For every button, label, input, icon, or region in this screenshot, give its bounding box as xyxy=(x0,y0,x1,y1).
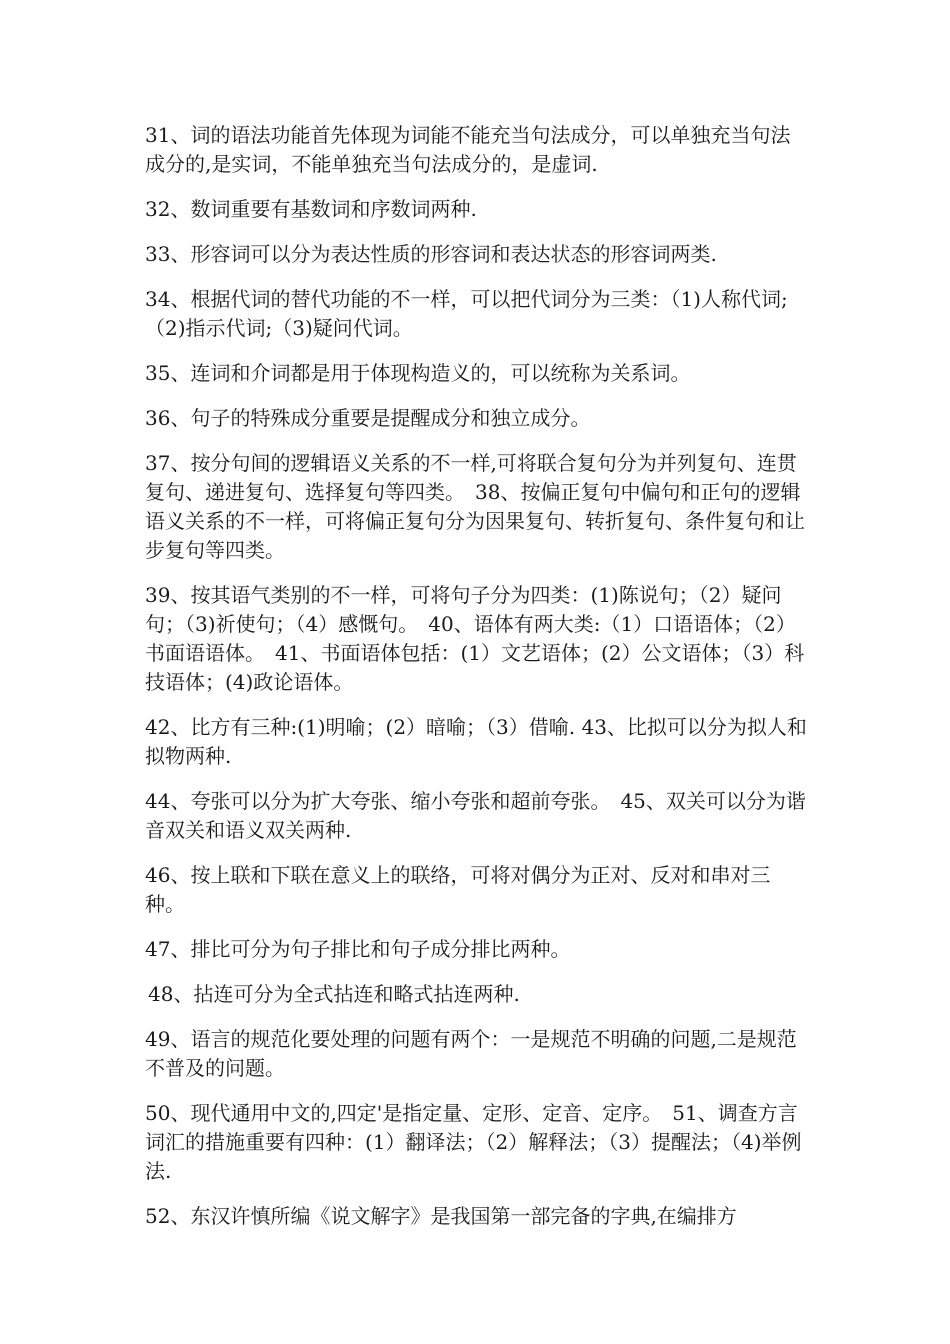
paragraph-50-51: 50、现代通用中文的,四定'是指定量、定形、定音、定序。 51、调查方言词汇的措施重要有四种：(1）翻译法；（2）解释法；（3）提醒法；（4)举例法. xyxy=(145,1101,802,1183)
document-body xyxy=(145,121,810,1247)
paragraph-42-43: 42、比方有三种:(1)明喻；(2）暗喻；（3）借喻. 43、比拟可以分为拟人和拟物两种. xyxy=(145,715,807,768)
paragraph-34: 34、根据代词的替代功能的不一样，可以把代词分为三类：（1)人称代词;（2)指示代词;（3)疑问代词。 xyxy=(145,287,788,340)
paragraph-48: 48、拈连可分为全式拈连和略式拈连两种. xyxy=(148,982,520,1006)
paragraph-37-38: 37、按分句间的逻辑语义关系的不一样,可将联合复句分为并列复句、连贯复句、递进复句、选择复句等四类。 38、按偏正复句中偏句和正句的逻辑语义关系的不一样，可将偏正复句分为因果复句、转折复句、条件复句和让步复句等四类。 xyxy=(145,451,805,562)
paragraph-33: 33、形容词可以分为表达性质的形容词和表达状态的形容词两类. xyxy=(145,242,717,266)
paragraph-32: 32、数词重要有基数词和序数词两种. xyxy=(145,197,477,221)
paragraph-39-41: 39、按其语气类别的不一样，可将句子分为四类：(1)陈说句；（2）疑问句；（3)祈使句；（4）感慨句。 40、语体有两大类:（1）口语语体；（2）书面语语体。 41、书面语体包括：(1）文艺语体；(2）公文语体；（3）科技语体；(4)政论语体。 xyxy=(145,583,805,694)
paragraph-52: 52、东汉许慎所编《说文解字》是我国第一部完备的字典,在编排方 xyxy=(145,1204,737,1228)
paragraph-49: 49、语言的规范化要处理的问题有两个：一是规范不明确的问题,二是规范不普及的问题。 xyxy=(145,1027,797,1080)
paragraph-35: 35、连词和介词都是用于体现构造义的，可以统称为关系词。 xyxy=(145,361,691,385)
paragraph-31: 31、词的语法功能首先体现为词能不能充当句法成分，可以单独充当句法成分的,是实词，不能单独充当句法成分的，是虚词. xyxy=(145,123,791,176)
paragraph-44-45: 44、夸张可以分为扩大夸张、缩小夸张和超前夸张。 45、双关可以分为谐音双关和语义双关两种. xyxy=(145,789,806,842)
paragraph-36: 36、句子的特殊成分重要是提醒成分和独立成分。 xyxy=(145,406,591,430)
paragraph-46: 46、按上联和下联在意义上的联络，可将对偶分为正对、反对和串对三种。 xyxy=(145,863,771,916)
paragraph-47: 47、排比可分为句子排比和句子成分排比两种。 xyxy=(145,937,571,961)
